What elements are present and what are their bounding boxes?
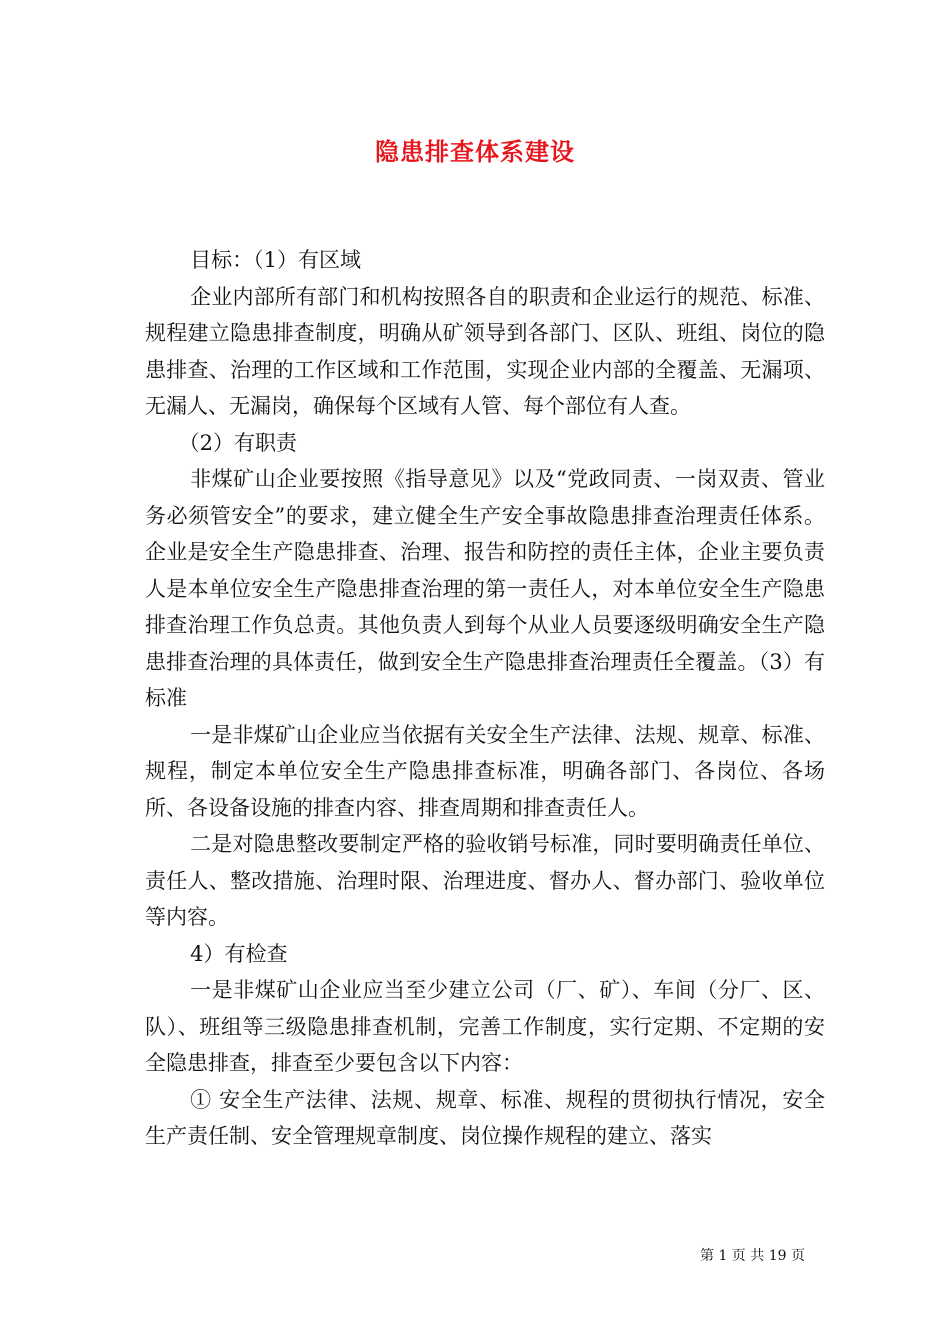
section-heading: 4）有检查: [190, 941, 288, 966]
page-title: 隐患排查体系建设: [375, 137, 575, 166]
paragraph: 非煤矿山企业要按照《指导意见》以及“党政同责、一岗双责、管业务必须管安全”的要求，建立健全生产安全事故隐患排查治理责任体系。企业是安全生产隐患排查、治理、报告和防控的责任主体，企业主要负责人是本单位安全生产隐患排查治理的第一责任人，对本单位安全生产隐患排查治理工作负总责。其他负责人到每个从业人员要逐级明确安全生产隐患排查治理的具体责任，做到安全生产隐患排查治理责任全覆盖。（3）有标准: [145, 467, 825, 710]
paragraph: 一是非煤矿山企业应当至少建立公司（厂、矿）、车间（分厂、区、队）、班组等三级隐患排查机制，完善工作制度，实行定期、不定期的安全隐患排查，排查至少要包含以下内容：: [145, 978, 825, 1075]
paragraph: 企业内部所有部门和机构按照各自的职责和企业运行的规范、标准、规程建立隐患排查制度，明确从矿领导到各部门、区队、班组、岗位的隐患排查、治理的工作区域和工作范围，实现企业内部的全覆盖、无漏项、无漏人、无漏岗，确保每个区域有人管、每个部位有人查。: [145, 284, 825, 418]
section-heading: （2）有职责: [178, 430, 297, 455]
document-body: [145, 242, 825, 1155]
paragraph: ① 安全生产法律、法规、规章、标准、规程的贯彻执行情况，安全生产责任制、安全管理规章制度、岗位操作规程的建立、落实: [145, 1087, 825, 1148]
paragraph: 二是对隐患整改要制定严格的验收销号标准，同时要明确责任单位、责任人、整改措施、治理时限、治理进度、督办人、督办部门、验收单位等内容。: [145, 832, 825, 929]
page-number: 第 1 页 共 19 页: [700, 1248, 805, 1264]
goal-heading: 目标：（1）有区域: [190, 248, 362, 272]
paragraph: 一是非煤矿山企业应当依据有关安全生产法律、法规、规章、标准、规程，制定本单位安全生产隐患排查标准，明确各部门、各岗位、各场所、各设备设施的排查内容、排查周期和排查责任人。: [145, 722, 825, 820]
